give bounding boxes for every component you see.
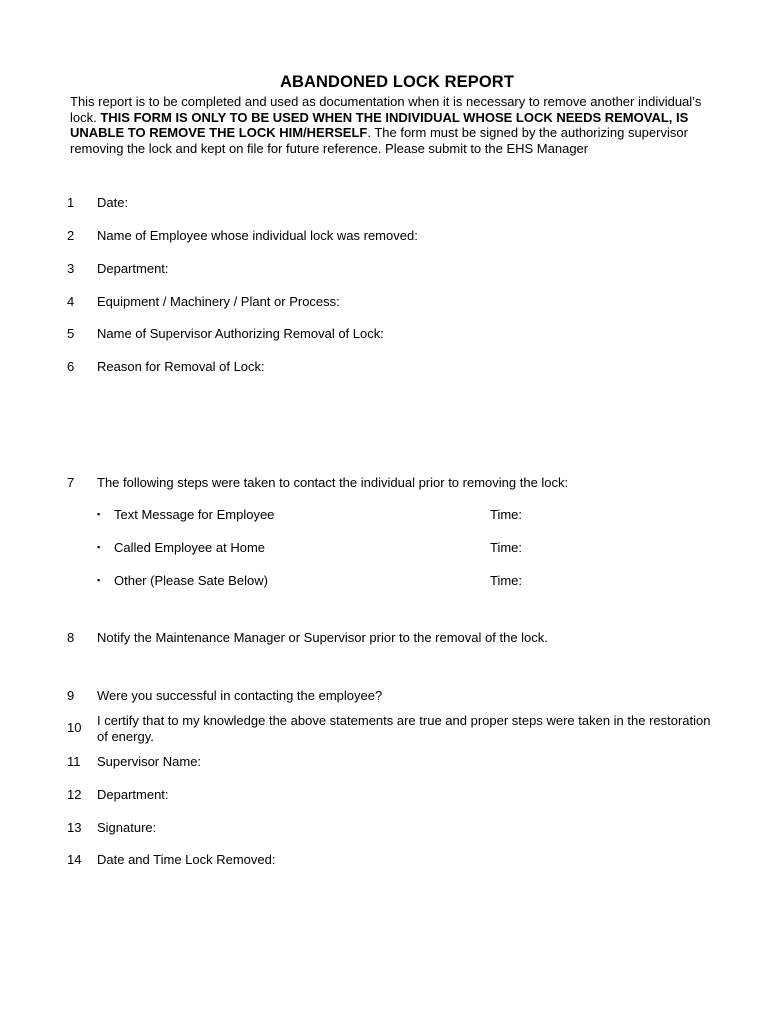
step-label: Called Employee at Home	[114, 540, 266, 555]
bullet-icon: ▪	[97, 542, 101, 552]
step-time-label: Time:	[490, 540, 523, 555]
item-number: 9	[67, 688, 75, 703]
item-number: 5	[67, 326, 75, 341]
item-label: Name of Supervisor Authorizing Removal of Lock:	[97, 326, 384, 341]
item-label: Department:	[97, 261, 169, 276]
item-label: Reason for Removal of Lock:	[97, 359, 265, 374]
intro-text-2: . The form must be signed by the authorizing supervisor removing the lock and kept on file for future reference. Please submit to the EHS Manager	[70, 125, 688, 156]
item-number: 1	[67, 195, 75, 210]
item-label: The following steps were taken to contact the individual prior to removing the lock:	[97, 475, 569, 490]
item-number: 10	[67, 720, 82, 735]
item-label: Department:	[97, 787, 169, 802]
item-number: 7	[67, 475, 75, 490]
item-number: 2	[67, 228, 75, 243]
item-label: Equipment / Machinery / Plant or Process:	[97, 294, 340, 309]
item-number: 8	[67, 630, 75, 645]
item-label: Were you successful in contacting the employee?	[97, 688, 383, 703]
item-label: I certify that to my knowledge the above statements are true and proper steps were taken in the restoration of energy.	[97, 713, 711, 744]
item-number: 4	[67, 294, 75, 309]
item-label: Notify the Maintenance Manager or Supervisor prior to the removal of the lock.	[97, 630, 548, 645]
item-label: Name of Employee whose individual lock was removed:	[97, 228, 418, 243]
item-label: Date and Time Lock Removed:	[97, 852, 276, 867]
step-time-label: Time:	[490, 507, 523, 522]
item-label: Date:	[97, 195, 129, 210]
item-label: Supervisor Name:	[97, 754, 202, 769]
item-number: 11	[67, 754, 81, 769]
bullet-icon: ▪	[97, 575, 101, 585]
item-number: 14	[67, 852, 82, 867]
step-label: Other (Please Sate Below)	[114, 573, 268, 588]
item-number: 6	[67, 359, 75, 374]
item-label: Signature:	[97, 820, 157, 835]
intro-text-1: This report is to be completed and used as documentation when it is necessary to remove another individual’s lock.	[70, 94, 702, 125]
item-number: 12	[67, 787, 82, 802]
intro-paragraph	[70, 94, 720, 156]
item-number: 3	[67, 261, 75, 276]
step-label: Text Message for Employee	[114, 507, 275, 522]
step-time-label: Time:	[490, 573, 523, 588]
intro-bold-warning: THIS FORM IS ONLY TO BE USED WHEN THE INDIVIDUAL WHOSE LOCK NEEDS REMOVAL, IS UNABLE TO REMOVE THE LOCK HIM/HERSELF	[70, 109, 689, 140]
bullet-icon: ▪	[97, 509, 101, 519]
page-title: ABANDONED LOCK REPORT	[279, 73, 515, 91]
item-number: 13	[67, 820, 82, 835]
